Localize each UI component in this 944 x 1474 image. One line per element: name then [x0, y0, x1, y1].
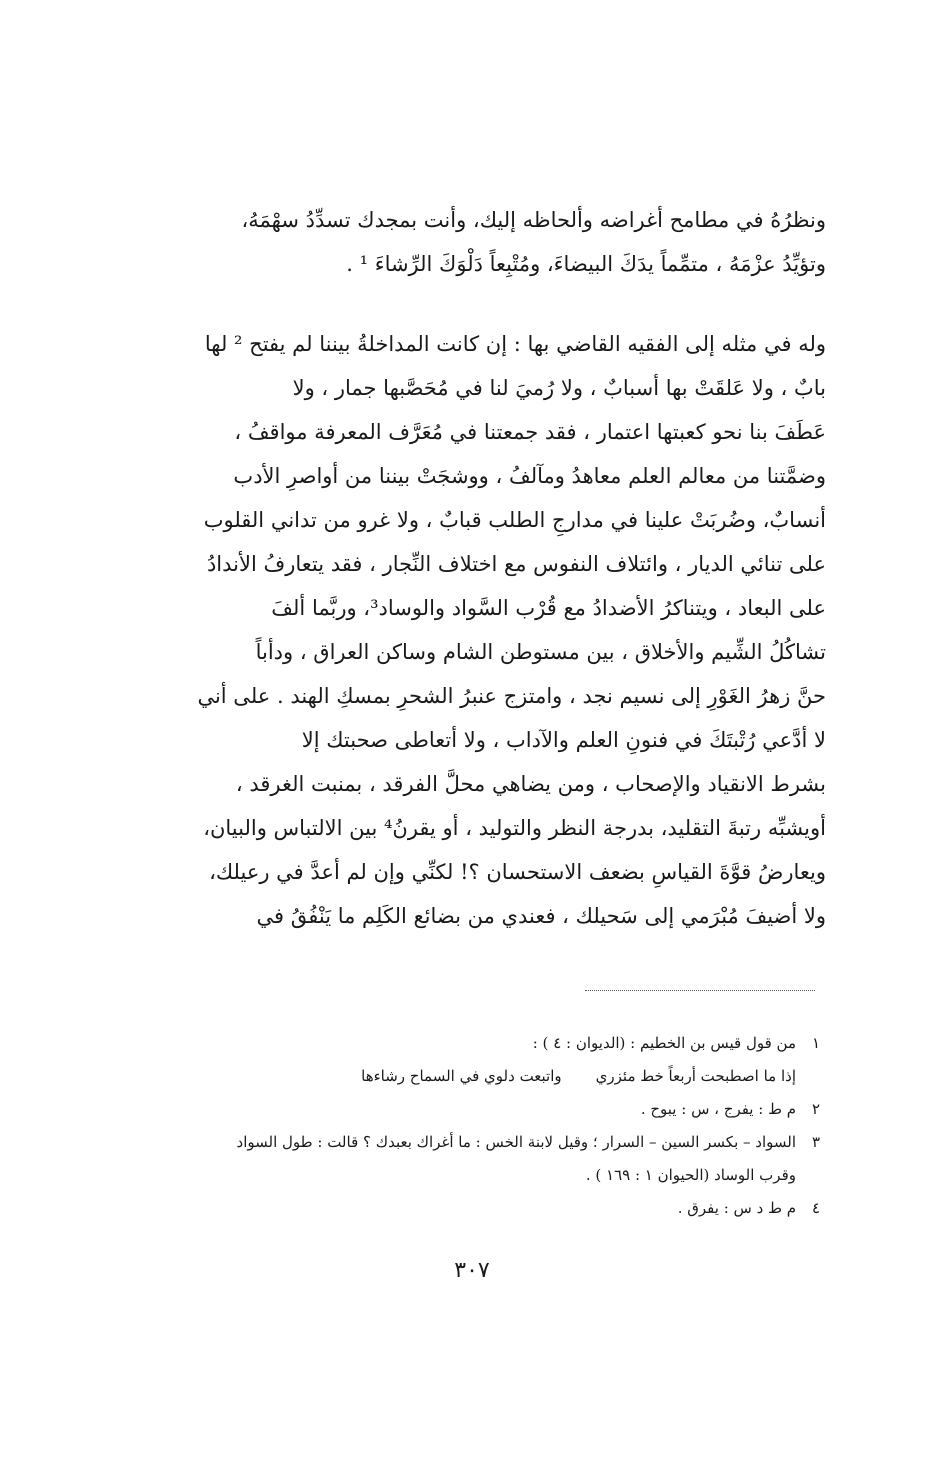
text-line: بابٌ ، ولا عَلقَتْ بها أسبابٌ ، ولا رُميَ لنا في مُحَصَّبها جمار ، ولا	[292, 376, 826, 400]
text-line: وضمَّتنا من معالم العلم معاهدُ ومآلفُ ، ووشجَتْ بيننا من أواصرِ الأدب	[233, 464, 826, 488]
footnote-text: من قول قيس بن الخطيم : (الديوان : ٤ ) :	[532, 1034, 796, 1052]
verse-first-hemistich: إذا ما اصطبحت أربعاً خط مئزري	[595, 1067, 796, 1085]
footnote-1-verse	[120, 1060, 820, 1093]
footnote-number: ٢	[811, 1100, 820, 1118]
footnote-number: ٣	[811, 1133, 820, 1151]
paragraph-letter	[118, 322, 826, 938]
text-line: على تنائي الديار ، وائتلاف النفوس مع اختلاف النِّجار ، فقد يتعارفُ الأندادُ	[206, 552, 826, 576]
footnotes	[120, 1027, 820, 1225]
text-line: على البعاد ، ويتناكرُ الأضدادُ مع قُرْب السَّواد والوساد³، وربَّما ألفَ	[271, 596, 826, 620]
footnote-divider	[585, 990, 815, 991]
text-line: ونظرُهُ في مطامح أغراضه وألحاظه إليك، وأنت بمجدك تسدِّدُ سهْمَهُ،	[241, 208, 826, 232]
text-line: لا أدَّعي رُتْبتَكَ في فنونِ العلم والآداب ، ولا أتعاطى صحبتك إلا	[301, 728, 826, 752]
text-line: ولا أضيفَ مُبْرَمي إلى سَحيلك ، فعندي من بضائع الكَلِم ما يَنْفُقُ في	[256, 904, 826, 928]
paragraph-continuation	[118, 198, 826, 286]
verse-second-hemistich: واتبعت دلوي في السماح رشاءها	[361, 1067, 562, 1085]
footnote-1	[120, 1027, 820, 1060]
text-line: وتؤيِّدُ عزْمَهُ ، متمِّماً يدَكَ البيضاءَ، ومُتْبِعاً دَلْوَكَ الرِّشاءَ ¹ .	[346, 252, 826, 276]
footnote-text: السواد – بكسر السين – السرار ؛ وقيل لابنة الخس : ما أغراك بعبدك ؟ قالت : طول السواد	[236, 1133, 796, 1151]
footnote-3-continued: وقرب الوساد (الحيوان ١ : ١٦٩ ) .	[585, 1166, 796, 1184]
footnote-3	[120, 1126, 820, 1159]
text-line: وله في مثله إلى الفقيه القاضي بها : إن كانت المداخلةُ بيننا لم يفتح ² لها	[204, 332, 826, 356]
footnote-text: م ط : يفرج ، س : يبوح .	[640, 1100, 796, 1118]
text-line: أويشبِّه رتبةَ التقليد، بدرجة النظر والتوليد ، أو يقرنُ⁴ بين الالتباس والبيان،	[203, 816, 826, 840]
page-number: ٣٠٧	[454, 1258, 490, 1283]
footnote-number: ١	[811, 1034, 820, 1052]
footnote-text: م ط د س : يفرق .	[677, 1199, 796, 1217]
footnote-2	[120, 1093, 820, 1126]
text-line: عَطَفَ بنا نحو كعبتها اعتمار ، فقد جمعتنا في مُعَرَّف المعرفة مواقفُ ،	[234, 420, 826, 444]
text-line: حنَّ زهرُ الغَوْرِ إلى نسيم نجد ، وامتزج عنبرُ الشحرِ بمسكِ الهند . على أني	[197, 684, 826, 708]
footnote-4	[120, 1192, 820, 1225]
footnote-number: ٤	[811, 1199, 820, 1217]
text-line: أنسابٌ، وضُربَتْ علينا في مدارجِ الطلب قبابٌ ، ولا غرو من تداني القلوب	[203, 508, 826, 532]
text-line: تشاكُلُ الشِّيم والأخلاق ، بين مستوطن الشام وساكن العراق ، ودأباً	[255, 640, 826, 664]
text-line: ويعارضُ قوَّةَ القياسِ بضعف الاستحسان ؟! لكنِّي وإن لم أعدَّ في رعيلك،	[209, 860, 826, 884]
text-line: بشرط الانقياد والإصحاب ، ومن يضاهي محلَّ الفرقد ، بمنبت الغرقد ،	[235, 772, 826, 796]
